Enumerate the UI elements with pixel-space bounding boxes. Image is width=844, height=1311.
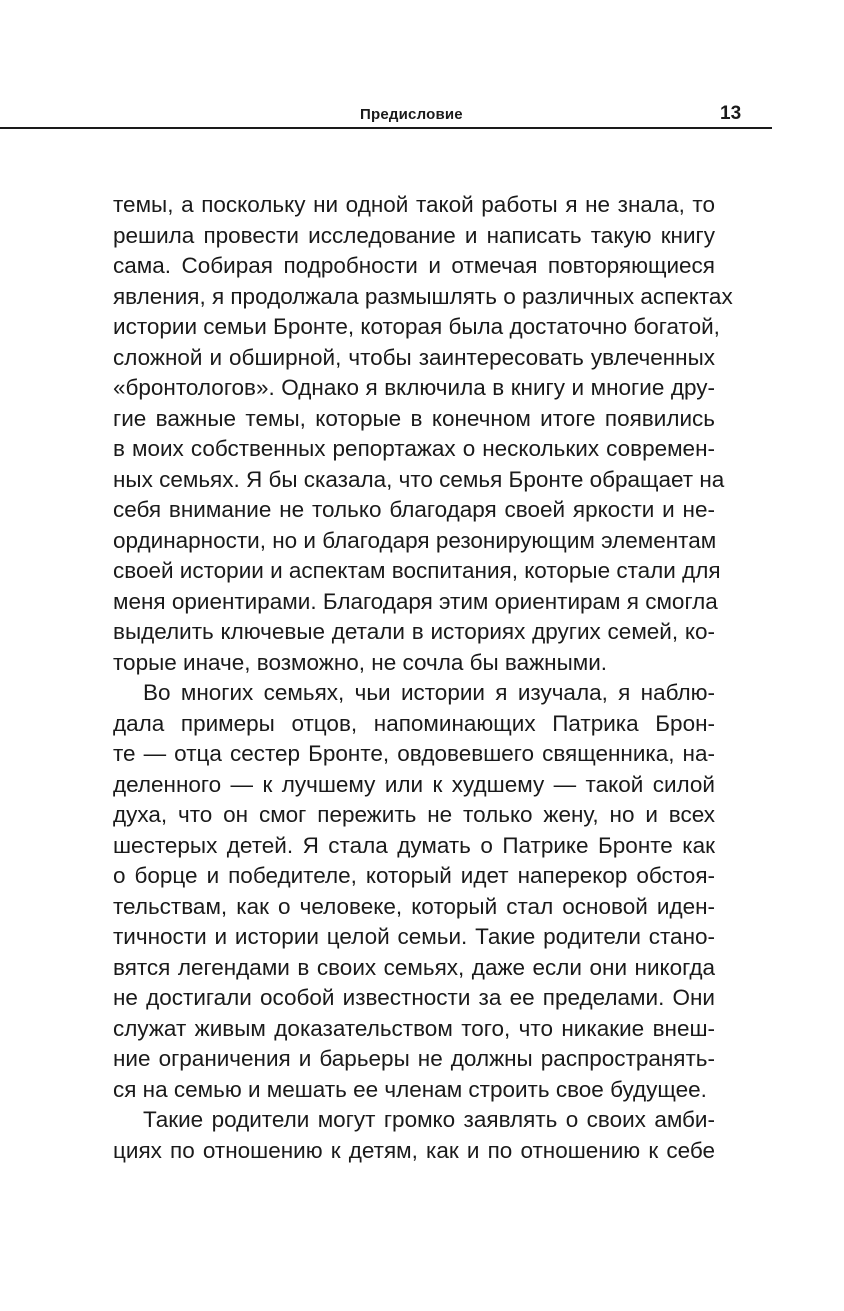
text-line: ся на семью и мешать ее членам строить свое будущее. — [113, 1076, 707, 1102]
text-line: циях по отношению к детям, как и по отношению к себе — [113, 1137, 715, 1163]
text-line: тичности и истории целой семьи. Такие родители стано- — [113, 924, 715, 949]
text-line: «бронтологов». Однако я включила в книгу и многие дру- — [113, 375, 715, 400]
body-text — [113, 190, 733, 1166]
text-line: решила провести исследование и написать такую книгу — [113, 222, 715, 248]
text-line: Такие родители могут громко заявлять о своих амби- — [143, 1107, 715, 1132]
text-line: о борце и победителе, который идет наперекор обстоя- — [113, 863, 715, 888]
text-line: духа, что он смог пережить не только жену, но и всех — [113, 802, 715, 827]
text-line: своей истории и аспектам воспитания, которые стали для — [113, 558, 721, 583]
text-line: себя внимание не только благодаря своей яркости и не- — [113, 497, 715, 522]
page-number: 13 — [720, 103, 742, 124]
text-line: ординарности, но и благодаря резонирующим элементам — [113, 527, 717, 553]
text-line: темы, а поскольку ни одной такой работы я не знала, то — [113, 192, 715, 217]
text-line: дала примеры отцов, напоминающих Патрика Брон- — [113, 710, 715, 736]
text-line: деленного — к лучшему или к худшему — такой силой — [113, 771, 715, 797]
text-line: ных семьях. Я бы сказала, что семья Бронте обращает на — [113, 466, 725, 492]
paragraph-3 — [113, 1105, 715, 1166]
paragraph-1 — [113, 190, 733, 678]
text-line: сложной и обширной, чтобы заинтересовать увлеченных — [113, 344, 715, 370]
text-line: торые иначе, возможно, не сочла бы важными. — [113, 649, 608, 675]
text-line: ние ограничения и барьеры не должны распространять- — [113, 1046, 715, 1071]
text-line: явления, я продолжала размышлять о различных аспектах — [113, 283, 733, 309]
running-head — [0, 100, 772, 130]
text-line: шестерых детей. Я стала думать о Патрике Бронте как — [113, 832, 715, 858]
text-line: меня ориентирами. Благодаря этим ориентирам я смогла — [113, 588, 718, 614]
text-line: вятся легендами в своих семьях, даже если они никогда — [113, 954, 715, 980]
text-line: выделить ключевые детали в историях других семей, ко- — [113, 619, 715, 644]
text-line: истории семьи Бронте, которая была достаточно богатой, — [113, 314, 720, 339]
paragraph-2 — [113, 678, 715, 1105]
text-line: Во многих семьях, чьи истории я изучала, я наблю- — [143, 680, 715, 705]
text-line: тельствам, как о человеке, который стал основой иден- — [113, 893, 715, 919]
header-rule — [0, 127, 772, 129]
text-line: в моих собственных репортажах о нескольких современ- — [113, 436, 715, 461]
text-line: те — отца сестер Бронте, овдовевшего священника, на- — [113, 741, 715, 766]
text-line: не достигали особой известности за ее пределами. Они — [113, 985, 715, 1010]
running-title: Предисловие — [360, 106, 463, 123]
text-line: гие важные темы, которые в конечном итоге появились — [113, 405, 715, 431]
text-line: служат живым доказательством того, что никакие внеш- — [113, 1015, 715, 1041]
text-line: сама. Собирая подробности и отмечая повторяющиеся — [113, 253, 715, 278]
